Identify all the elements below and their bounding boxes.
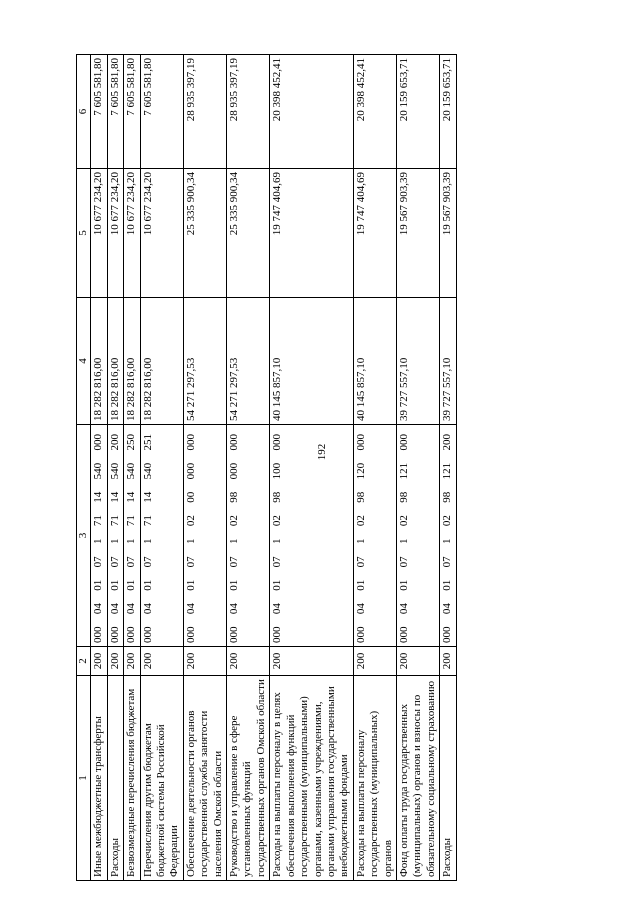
row-name: Фонд оплаты труда государственных (муниципальных) органов и взносы по обязательному социальному страхованию xyxy=(396,676,439,881)
row-col6: 7 605 581,80 xyxy=(91,55,107,169)
row-code xyxy=(271,428,284,643)
code-segment: 1 xyxy=(141,538,154,544)
table-row xyxy=(107,55,123,881)
header-cell: 1 xyxy=(77,676,91,881)
row-col5: 10 677 234,20 xyxy=(124,169,140,298)
code-segment: 1 xyxy=(92,538,105,544)
code-segment: 14 xyxy=(92,491,105,503)
row-code-cell xyxy=(353,425,396,647)
row-code xyxy=(125,428,138,643)
row-col5: 25 335 900,34 xyxy=(183,169,226,298)
code-segment: 540 xyxy=(141,462,154,480)
header-cell: 3 xyxy=(77,425,91,647)
row-name: Расходы на выплаты персоналу государственных (муниципальных) органов xyxy=(353,676,396,881)
code-segment: 04 xyxy=(397,603,410,615)
row-col5: 25 335 900,34 xyxy=(227,169,270,298)
code-segment: 07 xyxy=(271,556,284,568)
code-segment: 200 xyxy=(441,434,454,451)
row-col4: 18 282 816,00 xyxy=(124,298,140,425)
code-segment: 120 xyxy=(354,462,367,480)
row-col6: 28 935 397,19 xyxy=(227,55,270,169)
code-segment: 000 xyxy=(184,434,197,451)
row-col2: 200 xyxy=(91,647,107,676)
row-col2: 200 xyxy=(227,647,270,676)
code-segment: 14 xyxy=(125,491,138,503)
code-segment: 000 xyxy=(397,434,410,451)
code-segment: 02 xyxy=(441,515,454,527)
code-segment: 000 xyxy=(271,626,284,643)
row-col6: 28 935 397,19 xyxy=(183,55,226,169)
row-col6: 20 159 653,71 xyxy=(440,55,456,169)
code-segment: 251 xyxy=(141,434,154,451)
code-segment: 1 xyxy=(354,538,367,544)
code-segment: 01 xyxy=(397,579,410,591)
row-code-cell xyxy=(91,425,107,647)
row-code-cell xyxy=(183,425,226,647)
code-segment: 04 xyxy=(92,603,105,615)
code-segment: 07 xyxy=(125,556,138,568)
code-segment: 000 xyxy=(92,626,105,643)
code-segment: 07 xyxy=(141,556,154,568)
code-segment: 71 xyxy=(141,515,154,527)
row-code-cell xyxy=(270,425,353,647)
code-segment: 1 xyxy=(125,538,138,544)
code-segment: 71 xyxy=(125,515,138,527)
code-segment: 540 xyxy=(108,462,121,480)
row-col4: 18 282 816,00 xyxy=(91,298,107,425)
code-segment: 02 xyxy=(228,515,241,527)
code-segment: 540 xyxy=(125,462,138,480)
row-name: Руководство и управление в сфере установленных функций государственных органов Омской области xyxy=(227,676,270,881)
code-segment: 01 xyxy=(228,579,241,591)
code-segment: 98 xyxy=(441,491,454,503)
code-segment: 04 xyxy=(125,603,138,615)
row-col2: 200 xyxy=(124,647,140,676)
row-name: Расходы xyxy=(107,676,123,881)
header-cell: 6 xyxy=(77,55,91,169)
code-segment: 07 xyxy=(92,556,105,568)
header-cell: 2 xyxy=(77,647,91,676)
code-segment: 04 xyxy=(184,603,197,615)
row-col6: 7 605 581,80 xyxy=(124,55,140,169)
row-col2: 200 xyxy=(183,647,226,676)
code-segment: 98 xyxy=(271,491,284,503)
row-code xyxy=(441,428,454,643)
rotated-table-wrapper xyxy=(76,55,636,881)
row-col4: 39 727 557,10 xyxy=(440,298,456,425)
row-name: Расходы на выплаты персоналу в целях обеспечения выполнения функций государственными (муниципальными) органами, казенными учреждениями, органами управления государственными внебюджетными фондами xyxy=(270,676,353,881)
code-segment: 07 xyxy=(228,556,241,568)
code-segment: 01 xyxy=(125,579,138,591)
code-segment: 121 xyxy=(441,462,454,480)
row-col5: 19 747 404,69 xyxy=(353,169,396,298)
row-col2: 200 xyxy=(140,647,183,676)
code-segment: 121 xyxy=(397,462,410,480)
table-row xyxy=(270,55,353,881)
code-segment: 01 xyxy=(108,579,121,591)
code-segment: 000 xyxy=(184,626,197,643)
row-col6: 7 605 581,80 xyxy=(107,55,123,169)
code-segment: 000 xyxy=(354,434,367,451)
row-code xyxy=(228,428,241,643)
row-code xyxy=(109,428,122,643)
code-segment: 98 xyxy=(397,491,410,503)
row-name: Безвозмездные перечисления бюджетам xyxy=(124,676,140,881)
code-segment: 000 xyxy=(228,626,241,643)
code-segment: 04 xyxy=(271,603,284,615)
row-col5: 19 567 903,39 xyxy=(396,169,439,298)
budget-table xyxy=(76,54,457,881)
code-segment: 00 xyxy=(184,491,197,503)
header-row xyxy=(77,55,91,881)
table-row xyxy=(227,55,270,881)
row-name: Обеспечение деятельности органов государственной службы занятости населения Омской области xyxy=(183,676,226,881)
page-number: 192 xyxy=(316,443,328,461)
row-col5: 19 567 903,39 xyxy=(440,169,456,298)
row-col2: 200 xyxy=(396,647,439,676)
code-segment: 01 xyxy=(271,579,284,591)
code-segment: 1 xyxy=(441,538,454,544)
code-segment: 1 xyxy=(184,538,197,544)
code-segment: 04 xyxy=(228,603,241,615)
code-segment: 98 xyxy=(354,491,367,503)
table-body xyxy=(91,55,456,881)
code-segment: 000 xyxy=(397,626,410,643)
row-col4: 40 145 857,10 xyxy=(353,298,396,425)
row-col2: 200 xyxy=(270,647,353,676)
row-col6: 20 398 452,41 xyxy=(353,55,396,169)
row-col5: 19 747 404,69 xyxy=(270,169,353,298)
code-segment: 1 xyxy=(108,538,121,544)
row-name: Иные межбюджетные трансферты xyxy=(91,676,107,881)
code-segment: 540 xyxy=(92,462,105,480)
table-row xyxy=(124,55,140,881)
code-segment: 02 xyxy=(271,515,284,527)
code-segment: 000 xyxy=(228,462,241,480)
row-code-cell xyxy=(124,425,140,647)
row-col2: 200 xyxy=(353,647,396,676)
row-code xyxy=(398,428,411,643)
code-segment: 250 xyxy=(125,434,138,451)
code-segment: 01 xyxy=(441,579,454,591)
code-segment: 1 xyxy=(397,538,410,544)
row-code xyxy=(355,428,368,643)
code-segment: 1 xyxy=(228,538,241,544)
code-segment: 07 xyxy=(397,556,410,568)
row-name: Расходы xyxy=(440,676,456,881)
code-segment: 04 xyxy=(141,603,154,615)
code-segment: 000 xyxy=(125,626,138,643)
code-segment: 14 xyxy=(108,491,121,503)
code-segment: 02 xyxy=(397,515,410,527)
row-col4: 18 282 816,00 xyxy=(107,298,123,425)
code-segment: 71 xyxy=(92,515,105,527)
row-col4: 54 271 297,53 xyxy=(183,298,226,425)
code-segment: 01 xyxy=(184,579,197,591)
table-row xyxy=(183,55,226,881)
code-segment: 02 xyxy=(184,515,197,527)
code-segment: 000 xyxy=(441,626,454,643)
row-code-cell xyxy=(440,425,456,647)
table-row xyxy=(440,55,456,881)
row-col2: 200 xyxy=(107,647,123,676)
row-col6: 20 398 452,41 xyxy=(270,55,353,169)
code-segment: 1 xyxy=(271,538,284,544)
row-code-cell xyxy=(107,425,123,647)
code-segment: 100 xyxy=(271,462,284,480)
table-row xyxy=(140,55,183,881)
code-segment: 000 xyxy=(271,434,284,451)
row-code xyxy=(185,428,198,643)
code-segment: 000 xyxy=(228,434,241,451)
code-segment: 01 xyxy=(141,579,154,591)
code-segment: 71 xyxy=(108,515,121,527)
code-segment: 98 xyxy=(228,491,241,503)
header-cell: 5 xyxy=(77,169,91,298)
row-col4: 40 145 857,10 xyxy=(270,298,353,425)
code-segment: 000 xyxy=(184,462,197,480)
code-segment: 000 xyxy=(92,434,105,451)
row-code-cell xyxy=(140,425,183,647)
row-name: Перечисления другим бюджетам бюджетной системы Российской Федерации xyxy=(140,676,183,881)
row-col5: 10 677 234,20 xyxy=(91,169,107,298)
code-segment: 07 xyxy=(108,556,121,568)
code-segment: 07 xyxy=(441,556,454,568)
row-col6: 20 159 653,71 xyxy=(396,55,439,169)
code-segment: 01 xyxy=(92,579,105,591)
code-segment: 04 xyxy=(108,603,121,615)
row-col5: 10 677 234,20 xyxy=(140,169,183,298)
table-row xyxy=(396,55,439,881)
row-col4: 18 282 816,00 xyxy=(140,298,183,425)
row-code xyxy=(92,428,105,643)
row-code-cell xyxy=(396,425,439,647)
code-segment: 07 xyxy=(184,556,197,568)
row-col2: 200 xyxy=(440,647,456,676)
table-row xyxy=(353,55,396,881)
code-segment: 000 xyxy=(354,626,367,643)
row-col4: 54 271 297,53 xyxy=(227,298,270,425)
code-segment: 04 xyxy=(354,603,367,615)
row-col5: 10 677 234,20 xyxy=(107,169,123,298)
row-col6: 7 605 581,80 xyxy=(140,55,183,169)
code-segment: 02 xyxy=(354,515,367,527)
row-col4: 39 727 557,10 xyxy=(396,298,439,425)
header-cell: 4 xyxy=(77,298,91,425)
table-row xyxy=(91,55,107,881)
code-segment: 04 xyxy=(441,603,454,615)
code-segment: 01 xyxy=(354,579,367,591)
code-segment: 000 xyxy=(108,626,121,643)
code-segment: 14 xyxy=(141,491,154,503)
code-segment: 07 xyxy=(354,556,367,568)
row-code xyxy=(142,428,155,643)
code-segment: 000 xyxy=(141,626,154,643)
row-code-cell xyxy=(227,425,270,647)
code-segment: 200 xyxy=(108,434,121,451)
